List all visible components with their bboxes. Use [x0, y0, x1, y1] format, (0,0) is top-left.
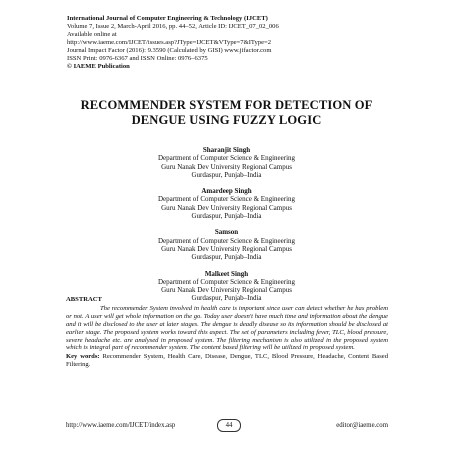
author-department: Department of Computer Science & Engineering	[157, 154, 296, 163]
author-block	[60, 146, 393, 179]
author-name: Malkeet Singh	[204, 269, 249, 278]
copyright: © IAEME Publication	[67, 63, 130, 70]
author-location: Gurdaspur, Punjab–India	[191, 170, 262, 179]
author-location: Gurdaspur, Punjab–India	[191, 253, 262, 262]
available-online: Available online at	[67, 31, 117, 38]
volume-info: Volume 7, Issue 2, March-April 2016, pp. 44–52, Article ID: IJCET_07_02_006	[67, 23, 279, 30]
page-footer	[66, 419, 388, 433]
author-block	[60, 187, 393, 220]
author-institution: Guru Nanak Dev University Regional Campus	[161, 286, 292, 295]
impact-factor: Journal Impact Factor (2016): 9.3590 (Calculated by GISI) www.jifactor.com	[67, 47, 272, 54]
page-number: 44	[217, 419, 241, 432]
journal-name: International Journal of Computer Engineering & Technology (IJCET)	[67, 15, 268, 22]
issn: ISSN Print: 0976-6367 and ISSN Online: 0976–6375	[67, 55, 208, 62]
author-institution: Guru Nanak Dev University Regional Campus	[161, 203, 292, 212]
footer-email[interactable]: editor@iaeme.com	[336, 422, 388, 429]
keywords	[66, 353, 388, 369]
author-name: Samson	[214, 228, 239, 237]
abstract-heading: ABSTRACT	[66, 296, 102, 303]
paper-title: RECOMMENDER SYSTEM FOR DETECTION OF DENGUE USING FUZZY LOGIC	[80, 98, 373, 127]
author-department: Department of Computer Science & Engineering	[157, 195, 296, 204]
abstract-body: The recommender System involved in health care is important since user can detect whether he has problem or not. A user will get whole information on the go. Today user doesn't have much time and information about the dengue and it will be disclosed to the user at later stages. The dengue is deadly disease so its information should be disclosed at earlier stage. The proposed system works toward this aspect. The set of parameters including fever, TLC, blood pressure, severe headache etc. are analysed in proposed system. The filtering mechanism is also utilized in the proposed system which is integral part of recommender system. The content based filtering will be utilized in proposed system.	[66, 304, 388, 352]
journal-url[interactable]: http://www.iaeme.com/IJCET/issues.asp?JType=IJCET&VType=7&IType=2	[67, 39, 272, 46]
author-name: Amardeep Singh	[201, 187, 252, 196]
author-block	[60, 228, 393, 261]
author-department: Department of Computer Science & Engineering	[157, 236, 296, 245]
author-institution: Guru Nanak Dev University Regional Campus	[161, 244, 292, 253]
keywords-label: Key words:	[66, 353, 100, 361]
author-location: Gurdaspur, Punjab–India	[191, 212, 262, 221]
author-institution: Guru Nanak Dev University Regional Campus	[161, 162, 292, 171]
journal-header	[67, 15, 397, 71]
author-list	[60, 146, 393, 311]
keywords-text: Recommender System, Health Care, Disease, Dengue, TLC, Blood Pressure, Headache, Content Based Filtering.	[66, 353, 389, 369]
author-location: Gurdaspur, Punjab–India	[191, 294, 262, 303]
author-name: Sharanjit Singh	[202, 146, 251, 154]
abstract-section	[66, 296, 388, 369]
author-department: Department of Computer Science & Engineering	[157, 277, 296, 286]
footer-url[interactable]: http://www.iaeme.com/IJCET/index.asp	[66, 422, 176, 429]
